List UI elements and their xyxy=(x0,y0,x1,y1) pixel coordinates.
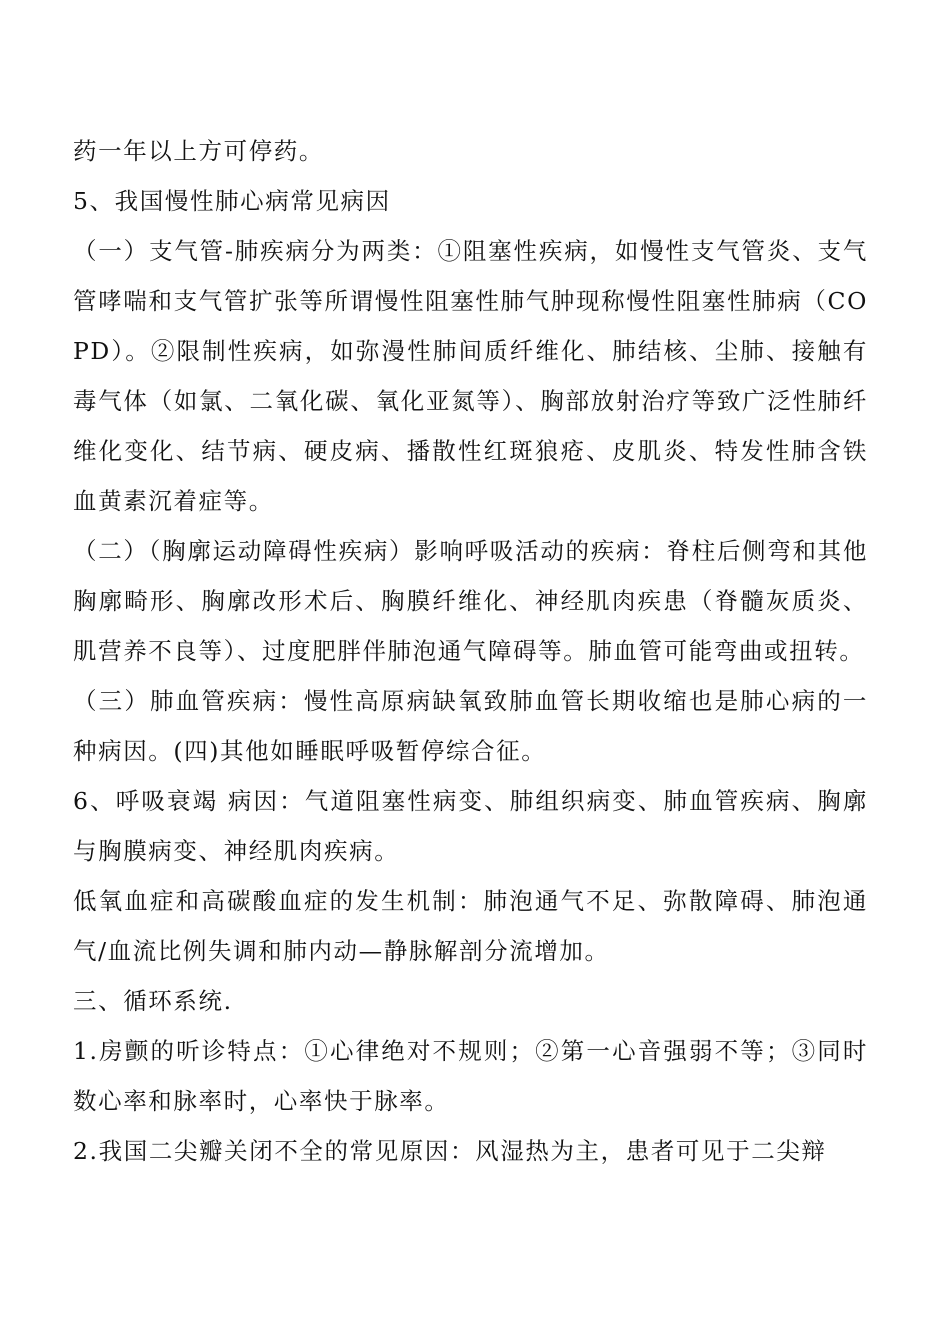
paragraph-atrial-fibrillation: 1.房颤的听诊特点：①心律绝对不规则；②第一心音强弱不等；③同时数心率和脉率时，心率快于脉率。 xyxy=(73,1037,868,1115)
paragraph-thoracic-motion-disorder: （二）（胸廓运动障碍性疾病）影响呼吸活动的疾病：脊柱后侧弯和其他胸廓畸形、胸廓改形术后、胸膜纤维化、神经肌肉疾患（脊髓灰质炎、肌营养不良等）、过度肥胖伴肺泡通气障碍等。肺血管可能弯曲或扭转。 xyxy=(73,537,868,665)
heading-pulmonary-heart-disease-causes: 5、我国慢性肺心病常见病因 xyxy=(73,187,391,215)
heading-circulatory-system: 三、循环系统. xyxy=(73,987,233,1015)
document-body xyxy=(73,126,868,1176)
paragraph-bronchial-lung-disease: （一）支气管-肺疾病分为两类：①阻塞性疾病，如慢性支气管炎、支气管哮喘和支气管扩张等所谓慢性阻塞性肺气肿现称慢性阻塞性肺病（COPD）。②限制性疾病，如弥漫性肺间质纤维化、肺结核、尘肺、接触有毒气体（如氯、二氧化碳、氧化亚氮等）、胸部放射治疗等致广泛性肺纤维化变化、结节病、硬皮病、播散性红斑狼疮、皮肌炎、特发性肺含铁血黄素沉着症等。 xyxy=(73,237,868,515)
paragraph-continuation: 药一年以上方可停药。 xyxy=(73,137,324,165)
paragraph-hypoxemia-mechanism: 低氧血症和高碳酸血症的发生机制：肺泡通气不足、弥散障碍、肺泡通气/血流比例失调和肺内动—静脉解剖分流增加。 xyxy=(73,887,868,965)
paragraph-mitral-regurgitation: 2.我国二尖瓣关闭不全的常见原因：风湿热为主，患者可见于二尖辩 xyxy=(73,1137,827,1165)
paragraph-pulmonary-vascular-disease: （三）肺血管疾病：慢性高原病缺氧致肺血管长期收缩也是肺心病的一种病因。(四)其他如睡眠呼吸暂停综合征。 xyxy=(73,687,868,765)
heading-respiratory-failure: 6、呼吸衰竭 病因：气道阻塞性病变、肺组织病变、肺血管疾病、胸廓与胸膜病变、神经肌肉疾病。 xyxy=(73,787,868,865)
